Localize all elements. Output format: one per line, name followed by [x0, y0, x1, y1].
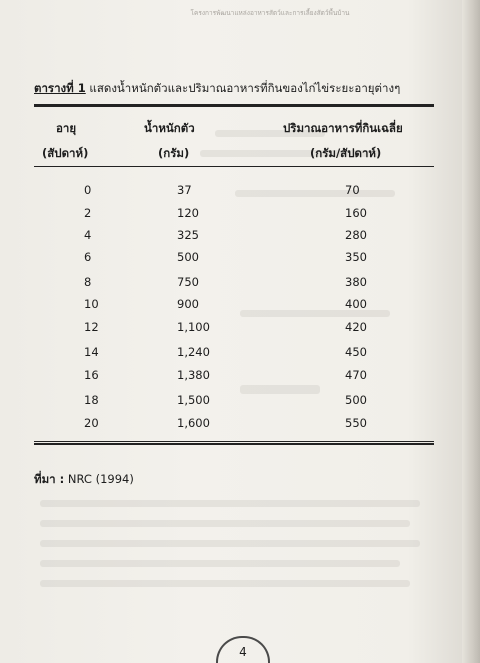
table-cell-weight: 37	[177, 183, 192, 197]
bleed-through-text	[40, 500, 420, 507]
table-cell-feed: 280	[345, 228, 367, 242]
column-header-age: อายุ	[56, 121, 77, 135]
table-cell-weight: 500	[177, 250, 199, 264]
column-header-feed-unit: (กรัม/สัปดาห์)	[310, 146, 382, 160]
column-header-weight: น้ำหนักตัว	[144, 121, 195, 135]
table-cell-age: 6	[84, 250, 92, 264]
page-number: 4	[239, 645, 247, 659]
column-header-age-unit: (สัปดาห์)	[42, 146, 89, 160]
table-cell-age: 18	[84, 393, 99, 407]
table-cell-weight: 750	[177, 275, 199, 289]
table-cell-age: 12	[84, 320, 99, 334]
table-bottom-rule-inner	[34, 441, 434, 442]
table-bottom-rule	[34, 443, 434, 445]
table-caption	[34, 80, 400, 98]
table-caption-label: ตารางที่ 1	[34, 81, 86, 95]
table-cell-feed: 550	[345, 416, 367, 430]
table-cell-age: 10	[84, 297, 99, 311]
table-cell-feed: 450	[345, 345, 367, 359]
table-top-rule-inner	[34, 106, 434, 107]
bleed-through-text	[40, 580, 410, 587]
table-cell-weight: 120	[177, 206, 199, 220]
bleed-through-text	[40, 520, 410, 527]
bleed-through-text	[240, 385, 320, 394]
table-cell-weight: 1,100	[177, 320, 210, 334]
column-header-weight-unit: (กรัม)	[158, 146, 190, 160]
source-text: NRC (1994)	[67, 472, 134, 486]
table-cell-weight: 900	[177, 297, 199, 311]
table-caption-text: แสดงน้ำหนักตัวและปริมาณอาหารที่กินของไก่ไข่ระยะอายุต่างๆ	[89, 81, 401, 95]
table-cell-age: 4	[84, 228, 92, 242]
table-header-rule	[34, 166, 434, 167]
table-cell-age: 0	[84, 183, 92, 197]
table-cell-feed: 420	[345, 320, 367, 334]
table-cell-feed: 350	[345, 250, 367, 264]
table-cell-feed: 400	[345, 297, 367, 311]
bleed-through-text	[40, 560, 400, 567]
table-cell-age: 2	[84, 206, 92, 220]
table-cell-age: 14	[84, 345, 99, 359]
bleed-through-text	[40, 540, 420, 547]
bleed-through-text	[240, 310, 390, 317]
table-cell-weight: 325	[177, 228, 199, 242]
table-cell-age: 20	[84, 416, 99, 430]
table-cell-feed: 470	[345, 368, 367, 382]
table-cell-age: 8	[84, 275, 92, 289]
table-cell-feed: 70	[345, 183, 360, 197]
table-cell-weight: 1,240	[177, 345, 210, 359]
table-cell-weight: 1,380	[177, 368, 210, 382]
table-cell-feed: 500	[345, 393, 367, 407]
table-cell-age: 16	[84, 368, 99, 382]
column-header-feed: ปริมาณอาหารที่กินเฉลี่ย	[283, 121, 403, 135]
table-cell-weight: 1,600	[177, 416, 210, 430]
table-source	[34, 471, 134, 489]
page-edge	[462, 0, 480, 663]
running-header: โครงการพัฒนาแหล่งอาหารสัตว์และการเลี้ยงสัตว์พื้นบ้าน	[190, 9, 350, 17]
table-cell-weight: 1,500	[177, 393, 210, 407]
table-cell-feed: 380	[345, 275, 367, 289]
source-label: ที่มา :	[34, 472, 65, 486]
table-cell-feed: 160	[345, 206, 367, 220]
bleed-through-text	[235, 190, 395, 197]
